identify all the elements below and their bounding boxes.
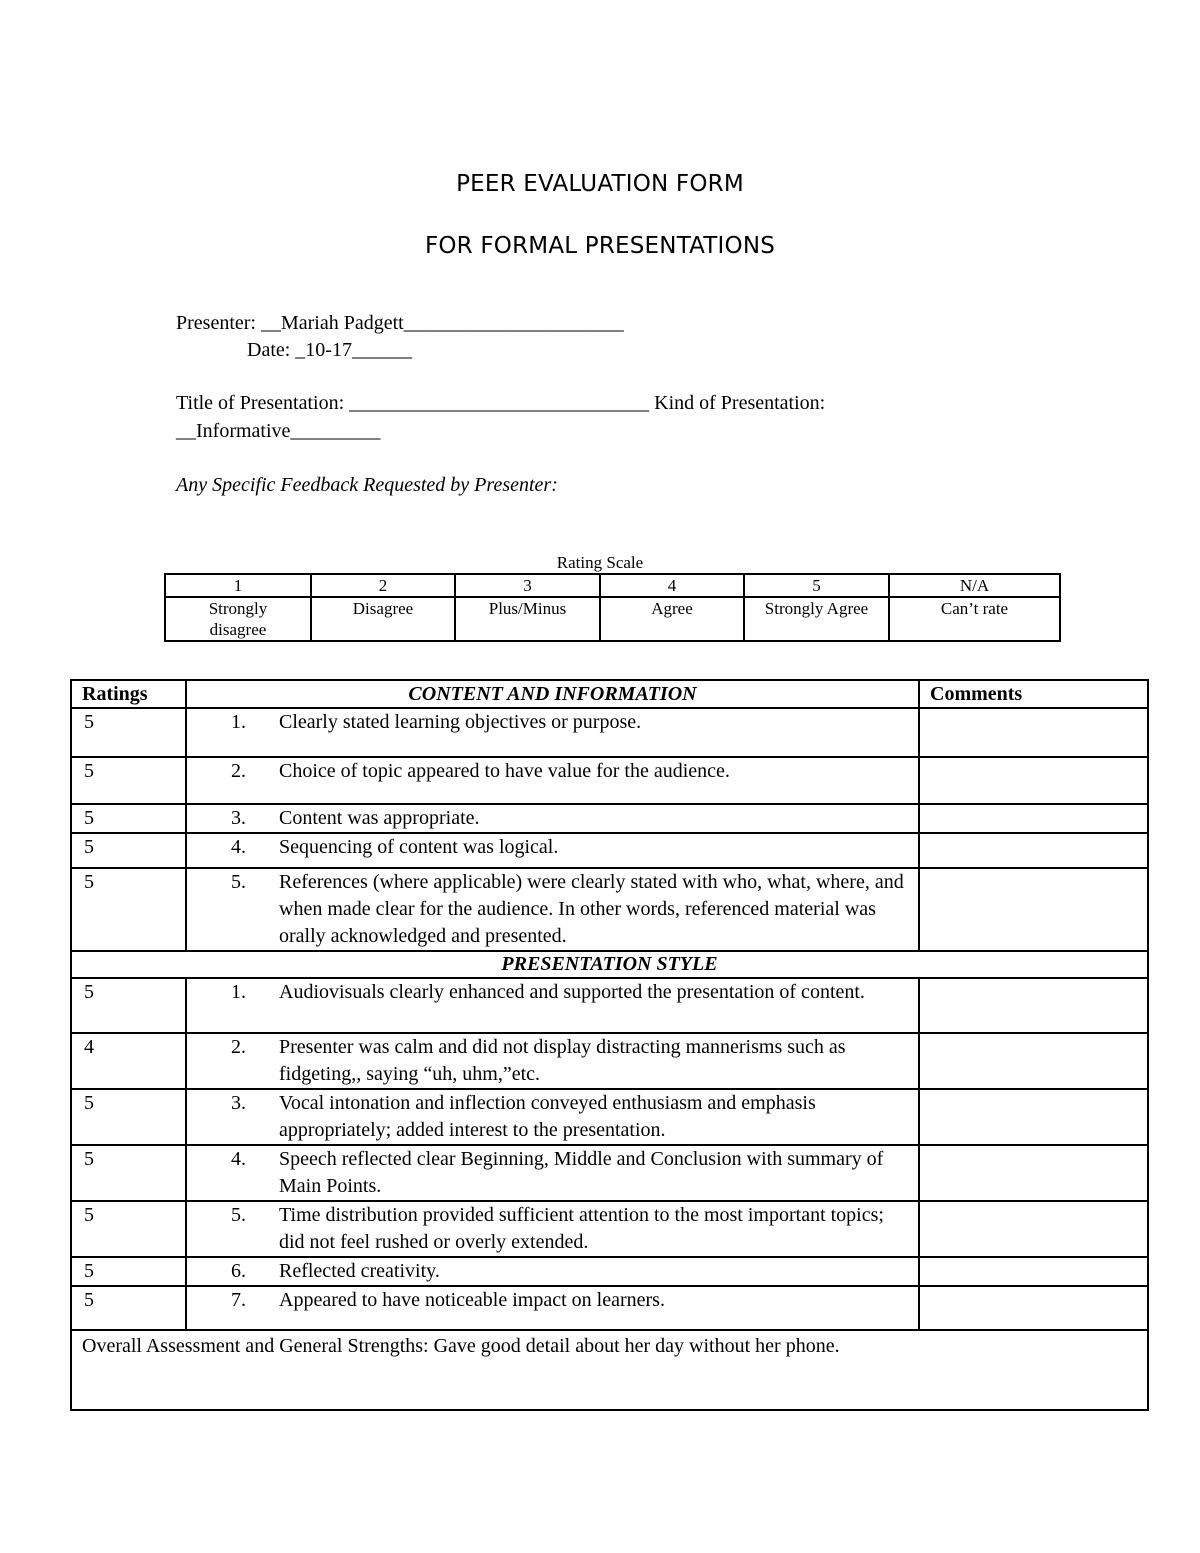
rating-value[interactable]: 5 xyxy=(71,757,186,804)
comment-cell[interactable] xyxy=(919,868,1148,951)
rating-value[interactable]: 5 xyxy=(71,833,186,868)
scale-number: 5 xyxy=(744,574,889,597)
comment-cell[interactable] xyxy=(919,1033,1148,1089)
criterion-cell xyxy=(186,804,919,833)
date-line: Date: _10-17______ xyxy=(247,339,412,361)
rating-value[interactable]: 5 xyxy=(71,1201,186,1257)
criterion-text: References (where applicable) were clearly stated with who, what, where, and when made clear for the audience. In other words, referenced material was orally acknowledged and presented. xyxy=(279,871,904,947)
form-title: PEER EVALUATION FORM xyxy=(456,171,744,197)
criterion-text: Reflected creativity. xyxy=(279,1260,440,1282)
criterion-cell xyxy=(186,868,919,951)
content-section-header: CONTENT AND INFORMATION xyxy=(186,680,919,708)
scale-description: Strongly disagree xyxy=(165,597,311,641)
rating-value[interactable]: 5 xyxy=(71,1089,186,1145)
table-row xyxy=(71,1033,1148,1089)
criterion-cell xyxy=(186,1257,919,1286)
criterion-cell xyxy=(186,1089,919,1145)
comment-cell[interactable] xyxy=(919,1145,1148,1201)
scale-description: Disagree xyxy=(311,597,455,641)
criterion-cell xyxy=(186,978,919,1033)
criterion-number: 4. xyxy=(231,1148,246,1170)
table-row xyxy=(71,1286,1148,1330)
rating-scale-table xyxy=(164,573,1061,642)
comment-cell[interactable] xyxy=(919,804,1148,833)
criterion-number: 3. xyxy=(231,1092,246,1114)
rating-scale-caption: Rating Scale xyxy=(556,553,644,572)
table-row xyxy=(71,868,1148,951)
feedback-request-line: Any Specific Feedback Requested by Presenter: xyxy=(176,474,558,496)
criterion-number: 2. xyxy=(231,760,246,782)
criterion-text: Appeared to have noticeable impact on learners. xyxy=(279,1289,665,1311)
presentation-title-line: Title of Presentation: ______________________________ Kind of Presentation: xyxy=(176,392,826,414)
criterion-cell xyxy=(186,833,919,868)
criterion-number: 7. xyxy=(231,1289,246,1311)
table-row xyxy=(71,1089,1148,1145)
comment-cell[interactable] xyxy=(919,708,1148,757)
criterion-text: Sequencing of content was logical. xyxy=(279,836,559,858)
criterion-text: Clearly stated learning objectives or purpose. xyxy=(279,711,642,733)
rating-value[interactable]: 5 xyxy=(71,868,186,951)
evaluation-table xyxy=(70,679,1149,1411)
rating-value[interactable]: 5 xyxy=(71,708,186,757)
criterion-number: 1. xyxy=(231,981,246,1003)
comment-cell[interactable] xyxy=(919,757,1148,804)
criterion-number: 5. xyxy=(231,1204,246,1226)
presentation-kind-line: __Informative_________ xyxy=(176,420,381,442)
table-row xyxy=(71,978,1148,1033)
criterion-cell xyxy=(186,708,919,757)
criterion-text: Speech reflected clear Beginning, Middle and Conclusion with summary of Main Points. xyxy=(279,1148,884,1197)
table-row xyxy=(71,1257,1148,1286)
scale-description: Agree xyxy=(600,597,744,641)
scale-description: Plus/Minus xyxy=(455,597,600,641)
overall-assessment[interactable]: Overall Assessment and General Strengths: Gave good detail about her day without her phone. xyxy=(71,1330,1148,1410)
rating-value[interactable]: 5 xyxy=(71,1257,186,1286)
comments-header: Comments xyxy=(919,680,1148,708)
criterion-number: 5. xyxy=(231,871,246,893)
presenter-line: Presenter: __Mariah Padgett______________________ xyxy=(176,312,624,334)
scale-number: 1 xyxy=(165,574,311,597)
comment-cell[interactable] xyxy=(919,1286,1148,1330)
table-row xyxy=(71,757,1148,804)
criterion-number: 3. xyxy=(231,807,246,829)
criterion-text: Audiovisuals clearly enhanced and supported the presentation of content. xyxy=(279,981,865,1003)
rating-value[interactable]: 5 xyxy=(71,978,186,1033)
criterion-cell xyxy=(186,757,919,804)
scale-description: Strongly Agree xyxy=(744,597,889,641)
criterion-number: 6. xyxy=(231,1260,246,1282)
criterion-number: 1. xyxy=(231,711,246,733)
criterion-text: Time distribution provided sufficient attention to the most important topics; did not feel rushed or overly extended. xyxy=(279,1204,884,1253)
table-row xyxy=(71,1201,1148,1257)
table-row xyxy=(71,804,1148,833)
comment-cell[interactable] xyxy=(919,978,1148,1033)
scale-number: N/A xyxy=(889,574,1060,597)
table-row xyxy=(71,708,1148,757)
presentation-style-header: PRESENTATION STYLE xyxy=(71,951,1148,978)
scale-description: Can’t rate xyxy=(889,597,1060,641)
criterion-text: Vocal intonation and inflection conveyed enthusiasm and emphasis appropriately; added interest to the presentation. xyxy=(279,1092,816,1141)
table-row xyxy=(71,833,1148,868)
comment-cell[interactable] xyxy=(919,833,1148,868)
criterion-cell xyxy=(186,1286,919,1330)
rating-value[interactable]: 5 xyxy=(71,804,186,833)
criterion-number: 4. xyxy=(231,836,246,858)
scale-number: 2 xyxy=(311,574,455,597)
criterion-text: Choice of topic appeared to have value for the audience. xyxy=(279,760,730,782)
criterion-text: Content was appropriate. xyxy=(279,807,480,829)
rating-value[interactable]: 5 xyxy=(71,1286,186,1330)
form-subtitle: FOR FORMAL PRESENTATIONS xyxy=(424,233,776,259)
table-row xyxy=(71,1145,1148,1201)
criterion-cell xyxy=(186,1145,919,1201)
comment-cell[interactable] xyxy=(919,1257,1148,1286)
ratings-header: Ratings xyxy=(71,680,186,708)
criterion-text: Presenter was calm and did not display distracting mannerisms such as fidgeting,, saying “uh, uhm,”etc. xyxy=(279,1036,846,1085)
criterion-cell xyxy=(186,1201,919,1257)
rating-value[interactable]: 4 xyxy=(71,1033,186,1089)
rating-value[interactable]: 5 xyxy=(71,1145,186,1201)
comment-cell[interactable] xyxy=(919,1201,1148,1257)
scale-number: 3 xyxy=(455,574,600,597)
criterion-cell xyxy=(186,1033,919,1089)
comment-cell[interactable] xyxy=(919,1089,1148,1145)
criterion-number: 2. xyxy=(231,1036,246,1058)
scale-number: 4 xyxy=(600,574,744,597)
